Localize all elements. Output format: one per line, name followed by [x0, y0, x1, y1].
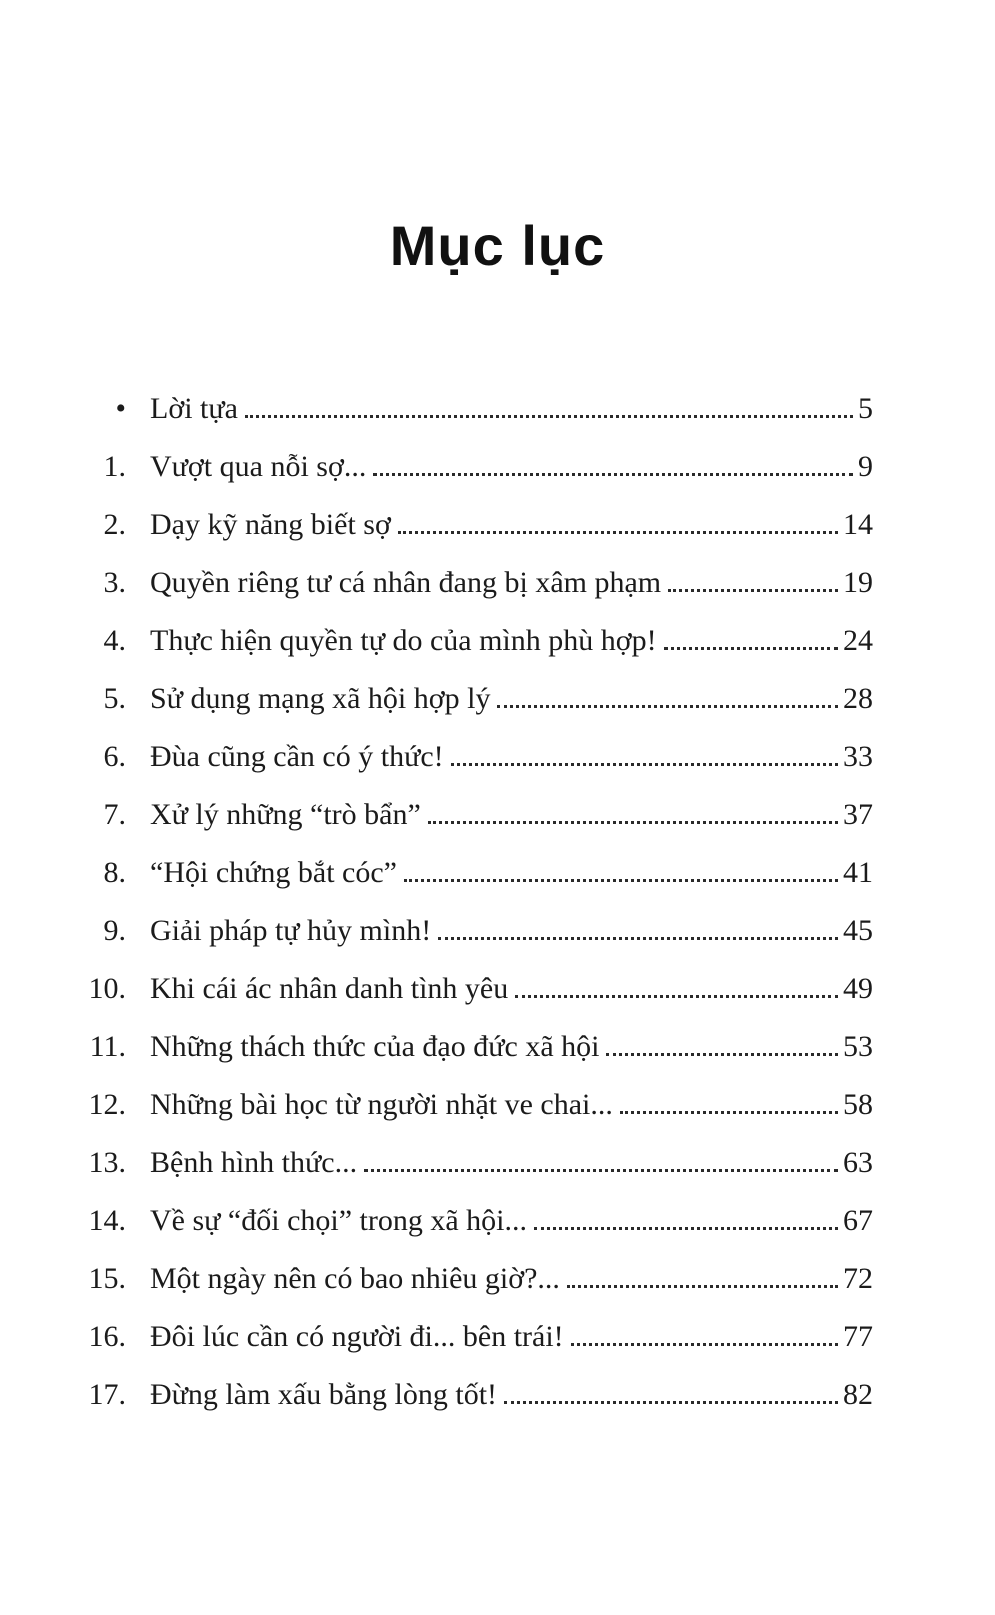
toc-entry — [74, 1148, 873, 1178]
entry-title: Bệnh hình thức... — [150, 1146, 358, 1179]
entry-page-number: 82 — [843, 1378, 873, 1411]
entry-page-number: 45 — [843, 914, 873, 947]
entry-marker: 2. — [103, 508, 126, 541]
entry-leader-dots — [497, 684, 838, 708]
toc-entry — [74, 1206, 873, 1236]
entry-leader-dots — [428, 800, 838, 824]
toc-entry — [74, 742, 873, 772]
entry-title: “Hội chứng bắt cóc” — [150, 856, 397, 889]
entry-leader-dots — [571, 1322, 838, 1346]
entry-marker: 8. — [103, 856, 126, 889]
entry-leader-dots — [364, 1148, 838, 1172]
entry-title: Sử dụng mạng xã hội hợp lý — [150, 682, 491, 715]
entry-page-number: 63 — [843, 1146, 873, 1179]
entry-leader-dots — [620, 1090, 838, 1114]
entry-leader-dots — [373, 452, 853, 476]
entry-leader-dots — [404, 858, 838, 882]
entry-leader-dots — [398, 510, 838, 534]
entry-marker: 3. — [103, 566, 126, 599]
toc-entry — [74, 858, 873, 888]
entry-title: Đừng làm xấu bằng lòng tốt! — [150, 1378, 498, 1411]
toc-entry — [74, 510, 873, 540]
toc-list — [0, 394, 995, 1410]
entry-title: Lời tựa — [150, 392, 238, 425]
toc-entry — [74, 800, 873, 830]
entry-page-number: 41 — [843, 856, 873, 889]
entry-leader-dots — [534, 1206, 838, 1230]
entry-marker: 5. — [103, 682, 126, 715]
entry-page-number: 5 — [858, 392, 873, 425]
toc-entry — [74, 974, 873, 1004]
entry-marker: 10. — [88, 972, 126, 1005]
entry-leader-dots — [668, 568, 838, 592]
entry-title: Những thách thức của đạo đức xã hội — [150, 1030, 600, 1063]
entry-marker: 17. — [88, 1378, 126, 1411]
entry-marker: 16. — [88, 1320, 126, 1353]
toc-entry — [74, 452, 873, 482]
entry-title: Quyền riêng tư cá nhân đang bị xâm phạm — [150, 566, 662, 599]
toc-entry — [74, 1322, 873, 1352]
entry-marker: 9. — [103, 914, 126, 947]
entry-leader-dots — [606, 1032, 838, 1056]
entry-marker: 13. — [88, 1146, 126, 1179]
toc-entry — [74, 684, 873, 714]
entry-title: Xử lý những “trò bẩn” — [150, 798, 421, 831]
entry-title: Đùa cũng cần có ý thức! — [150, 740, 444, 773]
entry-page-number: 72 — [843, 1262, 873, 1295]
entry-leader-dots — [438, 916, 838, 940]
page-title: Mục lục — [389, 214, 606, 277]
entry-page-number: 67 — [843, 1204, 873, 1237]
entry-title: Thực hiện quyền tự do của mình phù hợp! — [150, 624, 657, 657]
entry-marker: 4. — [103, 624, 126, 657]
toc-entry — [74, 1090, 873, 1120]
entry-marker: 6. — [103, 740, 126, 773]
entry-leader-dots — [664, 626, 838, 650]
toc-entry — [74, 626, 873, 656]
entry-page-number: 77 — [843, 1320, 873, 1353]
entry-title: Về sự “đối chọi” trong xã hội... — [150, 1204, 528, 1237]
entry-page-number: 53 — [843, 1030, 873, 1063]
entry-marker: • — [115, 392, 126, 425]
entry-marker: 11. — [89, 1030, 126, 1063]
entry-page-number: 58 — [843, 1088, 873, 1121]
entry-leader-dots — [504, 1380, 838, 1404]
entry-leader-dots — [245, 394, 853, 418]
toc-entry — [74, 1032, 873, 1062]
entry-title: Khi cái ác nhân danh tình yêu — [150, 972, 509, 1005]
toc-entry — [74, 916, 873, 946]
entry-title: Dạy kỹ năng biết sợ — [150, 508, 391, 541]
toc-entry — [74, 568, 873, 598]
toc-entry — [74, 1380, 873, 1410]
entry-page-number: 9 — [858, 450, 873, 483]
entry-page-number: 49 — [843, 972, 873, 1005]
entry-leader-dots — [451, 742, 838, 766]
entry-page-number: 24 — [843, 624, 873, 657]
entry-title: Giải pháp tự hủy mình! — [150, 914, 432, 947]
entry-marker: 12. — [88, 1088, 126, 1121]
entry-leader-dots — [567, 1264, 838, 1288]
entry-title: Một ngày nên có bao nhiêu giờ?... — [150, 1262, 560, 1295]
entry-page-number: 19 — [843, 566, 873, 599]
entry-page-number: 28 — [843, 682, 873, 715]
entry-title: Đôi lúc cần có người đi... bên trái! — [150, 1320, 564, 1353]
entry-title: Những bài học từ người nhặt ve chai... — [150, 1088, 613, 1121]
entry-marker: 14. — [88, 1204, 126, 1237]
entry-marker: 15. — [88, 1262, 126, 1295]
entry-page-number: 33 — [843, 740, 873, 773]
entry-marker: 7. — [103, 798, 126, 831]
entry-page-number: 14 — [843, 508, 873, 541]
entry-page-number: 37 — [843, 798, 873, 831]
toc-entry — [74, 1264, 873, 1294]
entry-title: Vượt qua nỗi sợ... — [150, 450, 367, 483]
entry-leader-dots — [515, 974, 838, 998]
toc-entry — [74, 394, 873, 424]
entry-marker: 1. — [103, 450, 126, 483]
